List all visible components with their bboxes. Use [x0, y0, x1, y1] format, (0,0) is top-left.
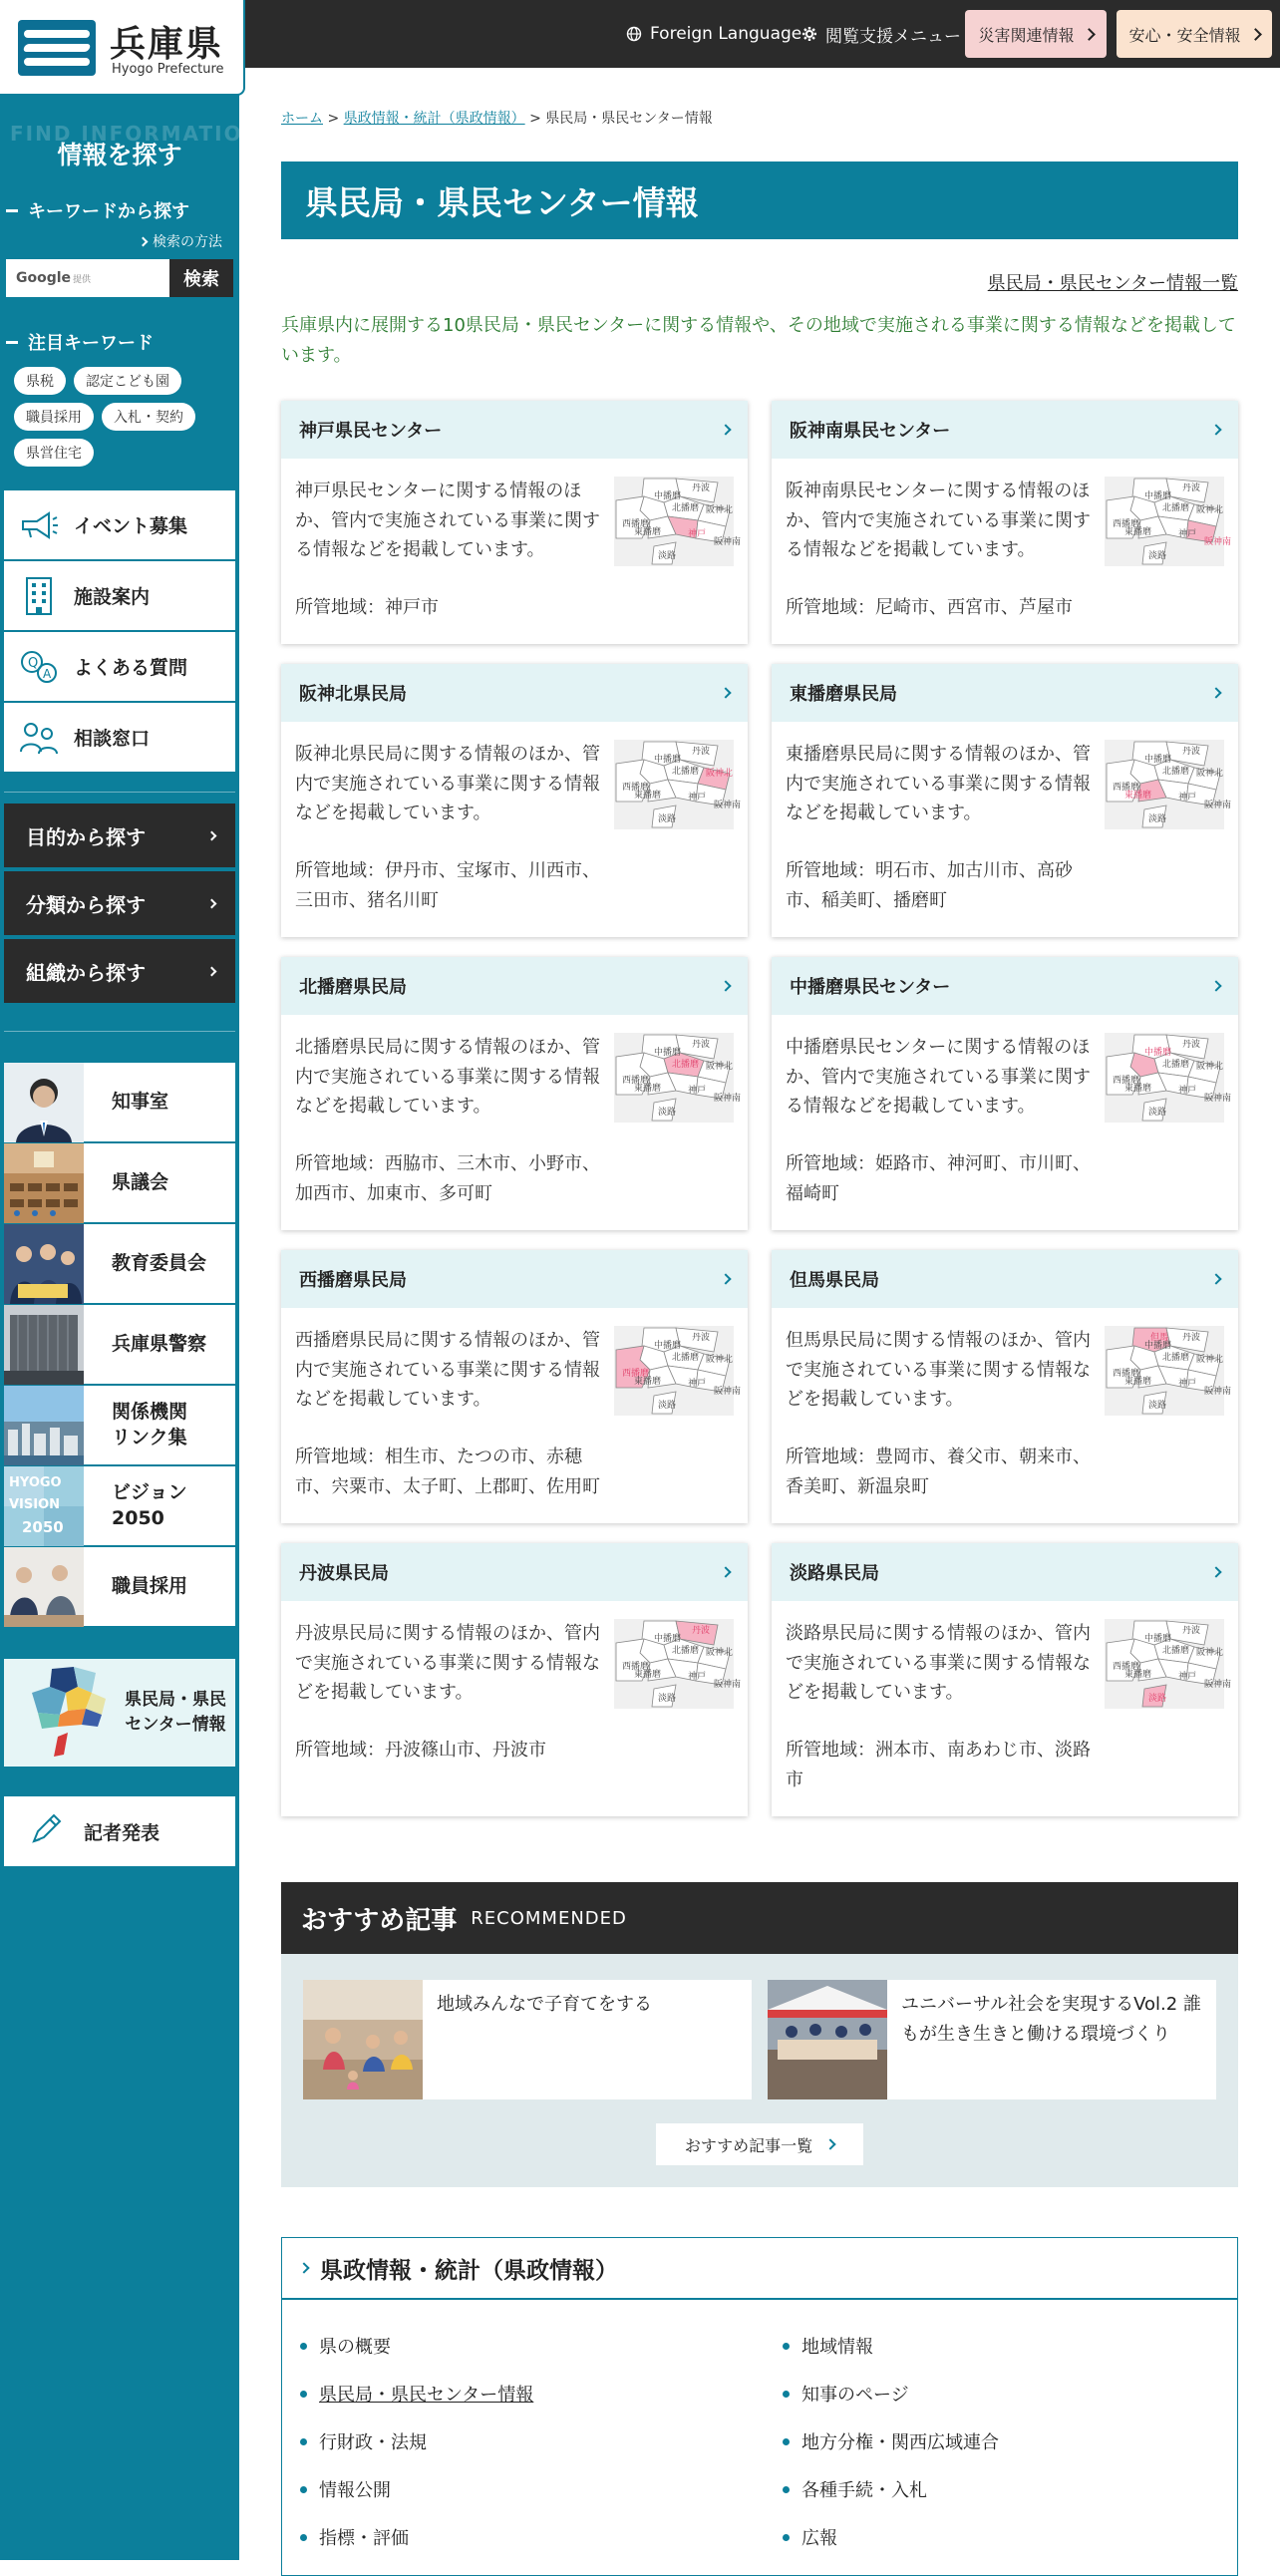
map-label-hanshin-n: 阪神北 [1196, 1648, 1224, 1658]
disaster-info-button[interactable]: 災害関連情報 [965, 10, 1107, 58]
recommended-header [281, 1882, 1238, 1954]
chevron-right-icon [207, 966, 217, 976]
sidebar [0, 0, 262, 2560]
center-name: 西播磨県民局 [299, 1270, 407, 1291]
map-label-higashi: 東播磨 [1124, 1084, 1152, 1094]
map-label-tanba: 丹波 [692, 1333, 711, 1343]
map-label-nishi: 西播磨 [622, 783, 650, 793]
map-label-higashi: 東播磨 [634, 1377, 662, 1387]
map-label-awaji: 淡路 [1148, 1108, 1167, 1118]
center-card-title[interactable] [281, 1543, 748, 1601]
link-education-board[interactable]: 教育委員会 [4, 1224, 235, 1304]
search-method-link[interactable]: 検索の方法 [140, 231, 222, 251]
map-label-naka: 中播磨 [654, 1048, 682, 1058]
center-area: 所管地域：豊岡市、養父市、朝来市、香美町、新温泉町 [786, 1447, 1091, 1497]
bullet-icon [300, 2534, 307, 2541]
chevron-right-icon [1249, 28, 1262, 41]
search-input[interactable]: Google 提供 [6, 259, 169, 297]
gear-icon [801, 26, 817, 42]
chevron-right-icon [139, 236, 149, 246]
center-description: 丹波県民局に関する情報のほか、管内で実施されている事業に関する情報などを掲載しています。 [295, 1623, 600, 1704]
map-label-kita: 北播磨 [672, 767, 700, 777]
map-label-nishi: 西播磨 [1113, 519, 1140, 529]
breadcrumb-current: 県民局・県民センター情報 [545, 111, 713, 127]
center-name: 丹波県民局 [299, 1563, 389, 1584]
education-photo [4, 1224, 84, 1304]
find-information-watermark: FIND INFORMATION [10, 122, 262, 146]
center-area: 所管地域：丹波篠山市、丹波市 [295, 1740, 546, 1762]
map-label-hanshin-n: 阪神北 [706, 1062, 734, 1072]
assembly-photo [4, 1143, 84, 1223]
link-governor[interactable]: 知事室 [4, 1063, 235, 1142]
map-label-kita: 北播磨 [672, 1353, 700, 1363]
map-label-hanshin-s: 阪神南 [714, 801, 742, 810]
map-label-awaji: 淡路 [658, 814, 677, 824]
center-area: 所管地域：洲本市、南あわじ市、淡路市 [786, 1740, 1091, 1790]
map-label-kita: 北播磨 [672, 1646, 700, 1656]
map-label-nishi: 西播磨 [622, 1369, 650, 1379]
map-label-kobe: 神戸 [688, 1086, 707, 1096]
map-label-kobe: 神戸 [1178, 1086, 1197, 1096]
center-area: 所管地域：西脇市、三木市、小野市、加西市、加東市、多可町 [295, 1153, 600, 1204]
center-name: 阪神北県民局 [299, 684, 407, 705]
chevron-right-icon [1210, 1273, 1221, 1284]
chevron-right-icon [207, 830, 217, 840]
recruitment-photo [4, 1547, 84, 1627]
map-label-higashi: 東播磨 [634, 1670, 662, 1680]
hyogo-logo-icon [18, 20, 96, 76]
center-card[interactable] [772, 1543, 1238, 1816]
map-label-hanshin-s: 阪神南 [1204, 1387, 1232, 1397]
bullet-icon [783, 2534, 790, 2541]
map-label-hanshin-n: 阪神北 [1196, 769, 1224, 779]
center-card-body [281, 1015, 748, 1222]
center-description: 東播磨県民局に関する情報のほか、管内で実施されている事業に関する情報などを掲載しています。 [786, 744, 1091, 824]
site-logo[interactable] [0, 0, 245, 96]
region-map-icon [614, 1326, 742, 1416]
keyword-tag[interactable]: 県営住宅 [14, 439, 94, 467]
bullet-icon [783, 2343, 790, 2350]
bullet-icon [300, 2391, 307, 2398]
map-label-nishi: 西播磨 [622, 1076, 650, 1086]
chevron-right-icon [1210, 980, 1221, 991]
center-card-title[interactable] [281, 957, 748, 1015]
chevron-right-icon [298, 2262, 309, 2273]
recommended-section [281, 1882, 1238, 2187]
bullet-icon [300, 2343, 307, 2350]
map-label-tajima: 但馬 [1150, 1333, 1169, 1343]
globe-icon [626, 26, 642, 42]
chevron-right-icon [1083, 28, 1096, 41]
map-label-awaji: 淡路 [1148, 1401, 1167, 1411]
search-button[interactable]: 検索 [169, 259, 233, 297]
map-label-hanshin-s: 阪神南 [1204, 1680, 1232, 1690]
logo-text: 兵庫県 [110, 24, 224, 65]
browse-by-organization[interactable]: 組織から探す [4, 939, 235, 1003]
map-label-nishi: 西播磨 [1113, 1369, 1140, 1379]
map-label-hanshin-s: 阪神南 [714, 537, 742, 547]
map-label-higashi: 東播磨 [1124, 1670, 1152, 1680]
bullet-icon [783, 2391, 790, 2398]
map-label-awaji: 淡路 [658, 1401, 677, 1411]
center-description: 但馬県民局に関する情報のほか、管内で実施されている事業に関する情報などを掲載しています。 [786, 1330, 1091, 1411]
svg-text:A: A [43, 666, 52, 681]
map-label-naka: 中播磨 [654, 491, 682, 501]
related-link-current[interactable]: 県民局・県民センター情報 [296, 2370, 779, 2417]
map-label-kita: 北播磨 [1162, 503, 1190, 513]
map-label-higashi: 東播磨 [634, 791, 662, 801]
page-intro: 兵庫県内に展開する10県民局・県民センターに関する情報や、その地域で実施される事業に関する情報などを掲載しています。 [281, 315, 1236, 366]
recommended-article[interactable]: 地域みんなで子育てをする [303, 1980, 752, 2099]
center-card-body [281, 1601, 748, 1779]
center-name: 淡路県民局 [790, 1563, 879, 1584]
center-card[interactable] [772, 401, 1238, 644]
related-link[interactable]: 県の概要 [296, 2322, 779, 2370]
chevron-right-icon [720, 424, 731, 435]
map-label-awaji: 淡路 [1148, 814, 1167, 824]
related-link[interactable]: 指標・評価 [296, 2513, 779, 2561]
map-label-nishi: 西播磨 [622, 1662, 650, 1672]
center-area: 所管地域：神戸市 [295, 597, 439, 619]
link-assembly[interactable]: 県議会 [4, 1143, 235, 1223]
article-photo-universal [768, 1980, 887, 2099]
map-label-tanba: 丹波 [1182, 1040, 1201, 1050]
featured-keyword-label: 注目キーワード [6, 329, 154, 355]
map-label-tanba: 丹波 [1182, 1333, 1201, 1343]
map-label-naka: 中播磨 [654, 755, 682, 765]
map-label-awaji: 淡路 [658, 551, 677, 561]
bullet-icon [783, 2486, 790, 2493]
region-map-icon [614, 1619, 742, 1709]
center-card-title[interactable] [281, 1250, 748, 1308]
region-map-icon [614, 1033, 742, 1123]
related-link[interactable]: 各種手続・入札 [779, 2465, 1217, 2513]
chevron-right-icon [207, 898, 217, 908]
map-label-naka: 中播磨 [1144, 1048, 1172, 1058]
related-links-section [281, 2237, 1238, 2576]
region-map-icon [1105, 477, 1232, 566]
map-label-hanshin-s: 阪神南 [714, 1094, 742, 1104]
center-card-title[interactable] [772, 1543, 1238, 1601]
link-related-orgs[interactable]: 関係機関 リンク集 [4, 1386, 235, 1465]
recommended-title: おすすめ記事 [301, 1905, 458, 1936]
police-building-photo [4, 1305, 84, 1385]
divider [4, 792, 235, 793]
region-map-icon [1105, 1619, 1232, 1709]
safety-info-button[interactable]: 安心・安全情報 [1117, 10, 1272, 58]
center-card[interactable] [772, 957, 1238, 1230]
region-map-icon [1105, 740, 1232, 829]
related-links-list [296, 2322, 1223, 2561]
map-label-naka: 中播磨 [1144, 1634, 1172, 1644]
map-label-kita: 北播磨 [1162, 1060, 1190, 1070]
map-label-hanshin-s: 阪神南 [714, 1680, 742, 1690]
center-name: 但馬県民局 [790, 1270, 879, 1291]
center-area: 所管地域：尼崎市、西宮市、芦屋市 [786, 597, 1073, 619]
page-title: 県民局・県民センター情報 [281, 161, 1238, 239]
map-label-naka: 中播磨 [654, 1634, 682, 1644]
article-photo-childcare [303, 1980, 423, 2099]
map-label-hanshin-s: 阪神南 [1204, 1094, 1232, 1104]
map-label-nishi: 西播磨 [622, 519, 650, 529]
map-label-hanshin-n: 阪神北 [1196, 1355, 1224, 1365]
center-description: 中播磨県民センターに関する情報のほか、管内で実施されている事業に関する情報などを掲載しています。 [786, 1037, 1091, 1118]
map-label-kobe: 神戸 [1178, 529, 1197, 539]
breadcrumb: ホーム > 県政情報・統計（県政情報） > 県民局・県民センター情報 [281, 111, 713, 127]
related-link[interactable]: 地方分権・関西広域連合 [779, 2417, 1217, 2465]
map-label-kobe: 神戸 [688, 1672, 707, 1682]
quick-link-faq[interactable]: Q A よくある質問 [4, 632, 235, 702]
center-area: 所管地域：相生市、たつの市、赤穂市、宍粟市、太子町、上郡町、佐用町 [295, 1447, 600, 1497]
map-label-kita: 北播磨 [1162, 767, 1190, 777]
center-card[interactable] [281, 664, 748, 937]
map-label-naka: 中播磨 [1144, 1341, 1172, 1351]
map-label-higashi: 東播磨 [634, 1084, 662, 1094]
center-card[interactable] [281, 401, 748, 644]
building-icon [4, 576, 74, 616]
center-description: 阪神南県民センターに関する情報のほか、管内で実施されている事業に関する情報などを掲載しています。 [786, 481, 1091, 561]
keyword-tag[interactable]: 職員採用 [14, 403, 94, 431]
center-card-body [772, 722, 1238, 929]
center-card-title[interactable] [772, 401, 1238, 459]
related-links-header[interactable]: 県政情報・統計（県政情報） [282, 2238, 1237, 2300]
region-map-icon [1105, 1033, 1232, 1123]
map-label-naka: 中播磨 [654, 1341, 682, 1351]
map-label-hanshin-n: 阪神北 [706, 1355, 734, 1365]
map-label-awaji: 淡路 [658, 1108, 677, 1118]
city-photo [4, 1386, 84, 1465]
map-label-naka: 中播磨 [1144, 755, 1172, 765]
logo-subtext: Hyogo Prefecture [112, 62, 224, 77]
press-release-link[interactable]: 記者発表 [4, 1796, 235, 1866]
center-description: 西播磨県民局に関する情報のほか、管内で実施されている事業に関する情報などを掲載しています。 [295, 1330, 600, 1411]
chevron-right-icon [824, 2138, 835, 2149]
chevron-right-icon [1210, 687, 1221, 698]
chevron-right-icon [720, 980, 731, 991]
center-area: 所管地域：伊丹市、宝塚市、川西市、三田市、猪名川町 [295, 860, 600, 911]
map-label-kobe: 神戸 [688, 793, 707, 803]
map-label-tanba: 丹波 [692, 747, 711, 757]
map-label-hanshin-s: 阪神南 [714, 1387, 742, 1397]
qa-icon [4, 649, 74, 685]
chevron-right-icon [1210, 424, 1221, 435]
map-label-kita: 北播磨 [1162, 1353, 1190, 1363]
pen-icon [28, 1811, 64, 1851]
breadcrumb-home[interactable]: ホーム [281, 111, 323, 127]
bullet-icon [783, 2438, 790, 2445]
keyword-tag[interactable]: 入札・契約 [102, 403, 195, 431]
svg-text:HYOGO: HYOGO [9, 1474, 62, 1490]
map-label-awaji: 淡路 [658, 1694, 677, 1704]
bullet-icon [300, 2438, 307, 2445]
region-map-icon [614, 477, 742, 566]
map-label-tanba: 丹波 [1182, 483, 1201, 493]
map-label-kita: 北播磨 [672, 503, 700, 513]
browse-by-purpose[interactable]: 目的から探す [4, 804, 235, 867]
center-card-body [772, 1601, 1238, 1808]
map-label-higashi: 東播磨 [1124, 527, 1152, 537]
center-name: 神戸県民センター [299, 421, 443, 442]
featured-keywords [14, 367, 233, 467]
link-vision-2050[interactable]: HYOGO VISION 2050 ビジョン 2050 [4, 1466, 235, 1546]
svg-text:2050: 2050 [22, 1517, 64, 1536]
keyword-search-label: キーワードから探す [6, 197, 189, 223]
map-label-kobe: 神戸 [688, 529, 707, 539]
chevron-right-icon [1210, 1566, 1221, 1577]
map-label-hanshin-n: 阪神北 [1196, 505, 1224, 515]
link-police[interactable]: 兵庫県警察 [4, 1305, 235, 1385]
map-label-hanshin-n: 阪神北 [706, 1648, 734, 1658]
center-card-body [281, 459, 748, 637]
svg-text:VISION: VISION [9, 1496, 61, 1512]
center-card-title[interactable] [772, 1250, 1238, 1308]
chevron-right-icon [720, 1273, 731, 1284]
related-link[interactable]: 情報公開 [296, 2465, 779, 2513]
center-card[interactable] [281, 957, 748, 1230]
people-icon [4, 720, 74, 756]
center-name: 北播磨県民局 [299, 977, 407, 998]
center-card-body [281, 1308, 748, 1515]
map-label-higashi: 東播磨 [634, 527, 662, 537]
map-label-nishi: 西播磨 [1113, 783, 1140, 793]
related-link[interactable]: 地域情報 [779, 2322, 1217, 2370]
map-label-hanshin-n: 阪神北 [706, 769, 734, 779]
map-label-kobe: 神戸 [1178, 793, 1197, 803]
kenmin-center-link[interactable]: 県民局・県民 センター情報 [4, 1659, 235, 1767]
center-card-body [281, 722, 748, 929]
center-area: 所管地域：明石市、加古川市、高砂市、稲美町、播磨町 [786, 860, 1073, 911]
map-label-higashi: 東播磨 [1124, 1377, 1152, 1387]
related-link[interactable]: 広報 [779, 2513, 1217, 2561]
map-label-tanba: 丹波 [692, 1626, 711, 1636]
find-info-title: 情報を探す [57, 141, 182, 169]
map-label-tanba: 丹波 [1182, 1626, 1201, 1636]
center-card[interactable] [281, 1543, 748, 1816]
chevron-right-icon [720, 1566, 731, 1577]
center-card-body [772, 1308, 1238, 1515]
recommended-title-en: RECOMMENDED [471, 1907, 627, 1929]
chevron-right-icon [720, 687, 731, 698]
center-card-title[interactable] [772, 957, 1238, 1015]
governor-photo [4, 1063, 84, 1142]
quick-link-facility[interactable]: 施設案内 [4, 561, 235, 631]
top-bar [245, 0, 1280, 68]
keyword-tag[interactable]: 県税 [14, 367, 66, 395]
center-card[interactable] [772, 664, 1238, 937]
map-label-naka: 中播磨 [1144, 491, 1172, 501]
bullet-icon [300, 2486, 307, 2493]
map-label-nishi: 西播磨 [1113, 1662, 1140, 1672]
vision-2050-logo [4, 1466, 84, 1546]
map-label-hanshin-n: 阪神北 [706, 505, 734, 515]
center-card-title[interactable] [772, 664, 1238, 722]
center-description: 北播磨県民局に関する情報のほか、管内で実施されている事業に関する情報などを掲載しています。 [295, 1037, 600, 1118]
map-label-higashi: 東播磨 [1124, 791, 1152, 801]
center-description: 淡路県民局に関する情報のほか、管内で実施されている事業に関する情報などを掲載しています。 [786, 1623, 1091, 1704]
center-description: 阪神北県民局に関する情報のほか、管内で実施されている事業に関する情報などを掲載しています。 [295, 744, 600, 824]
map-label-tanba: 丹波 [1182, 747, 1201, 757]
center-list-link[interactable]: 県民局・県民センター情報一覧 [987, 273, 1238, 294]
region-map-icon [614, 740, 742, 829]
center-card[interactable] [281, 1250, 748, 1523]
accessibility-menu-button[interactable]: 閲覧支援メニュー [801, 0, 961, 68]
center-card-title[interactable] [281, 401, 748, 459]
quick-link-event[interactable]: イベント募集 [4, 490, 235, 560]
center-description: 神戸県民センターに関する情報のほか、管内で実施されている事業に関する情報などを掲載しています。 [295, 481, 600, 561]
center-card[interactable] [772, 1250, 1238, 1523]
megaphone-icon [4, 509, 74, 541]
keyword-tag[interactable]: 認定こども園 [74, 367, 181, 395]
link-recruitment[interactable]: 職員採用 [4, 1547, 235, 1627]
map-label-hanshin-s: 阪神南 [1204, 537, 1232, 547]
region-map-icon [1105, 1326, 1232, 1416]
divider [4, 1031, 235, 1032]
related-link[interactable]: 行財政・法規 [296, 2417, 779, 2465]
map-label-kobe: 神戸 [1178, 1379, 1197, 1389]
center-name: 東播磨県民局 [790, 684, 897, 705]
related-link[interactable]: 知事のページ [779, 2370, 1217, 2417]
map-label-kobe: 神戸 [688, 1379, 707, 1389]
map-label-hanshin-s: 阪神南 [1204, 801, 1232, 810]
browse-by-category[interactable]: 分類から探す [4, 871, 235, 935]
map-label-hanshin-n: 阪神北 [1196, 1062, 1224, 1072]
map-label-kita: 北播磨 [672, 1060, 700, 1070]
map-label-tanba: 丹波 [692, 1040, 711, 1050]
center-name: 中播磨県民センター [790, 977, 951, 998]
center-name: 阪神南県民センター [790, 421, 951, 442]
foreign-language-link[interactable]: Foreign Language [626, 0, 801, 68]
map-label-awaji: 淡路 [1148, 551, 1167, 561]
center-card-title[interactable] [281, 664, 748, 722]
map-label-kobe: 神戸 [1178, 1672, 1197, 1682]
svg-text:Q: Q [28, 655, 39, 671]
hyogo-map-icon [12, 1663, 116, 1763]
center-card-body [772, 1015, 1238, 1222]
map-label-kita: 北播磨 [1162, 1646, 1190, 1656]
map-label-tanba: 丹波 [692, 483, 711, 493]
quick-link-consult[interactable]: 相談窓口 [4, 703, 235, 773]
center-card-body [772, 459, 1238, 637]
center-area: 所管地域：姫路市、神河町、市川町、福崎町 [786, 1153, 1091, 1204]
map-label-awaji: 淡路 [1148, 1694, 1167, 1704]
recommended-list-button[interactable]: おすすめ記事一覧 [656, 2123, 863, 2165]
breadcrumb-parent[interactable]: 県政情報・統計（県政情報） [343, 111, 525, 127]
recommended-article[interactable]: ユニバーサル社会を実現するVol.2 誰もが生き生きと働ける環境づくり [768, 1980, 1216, 2099]
map-label-nishi: 西播磨 [1113, 1076, 1140, 1086]
